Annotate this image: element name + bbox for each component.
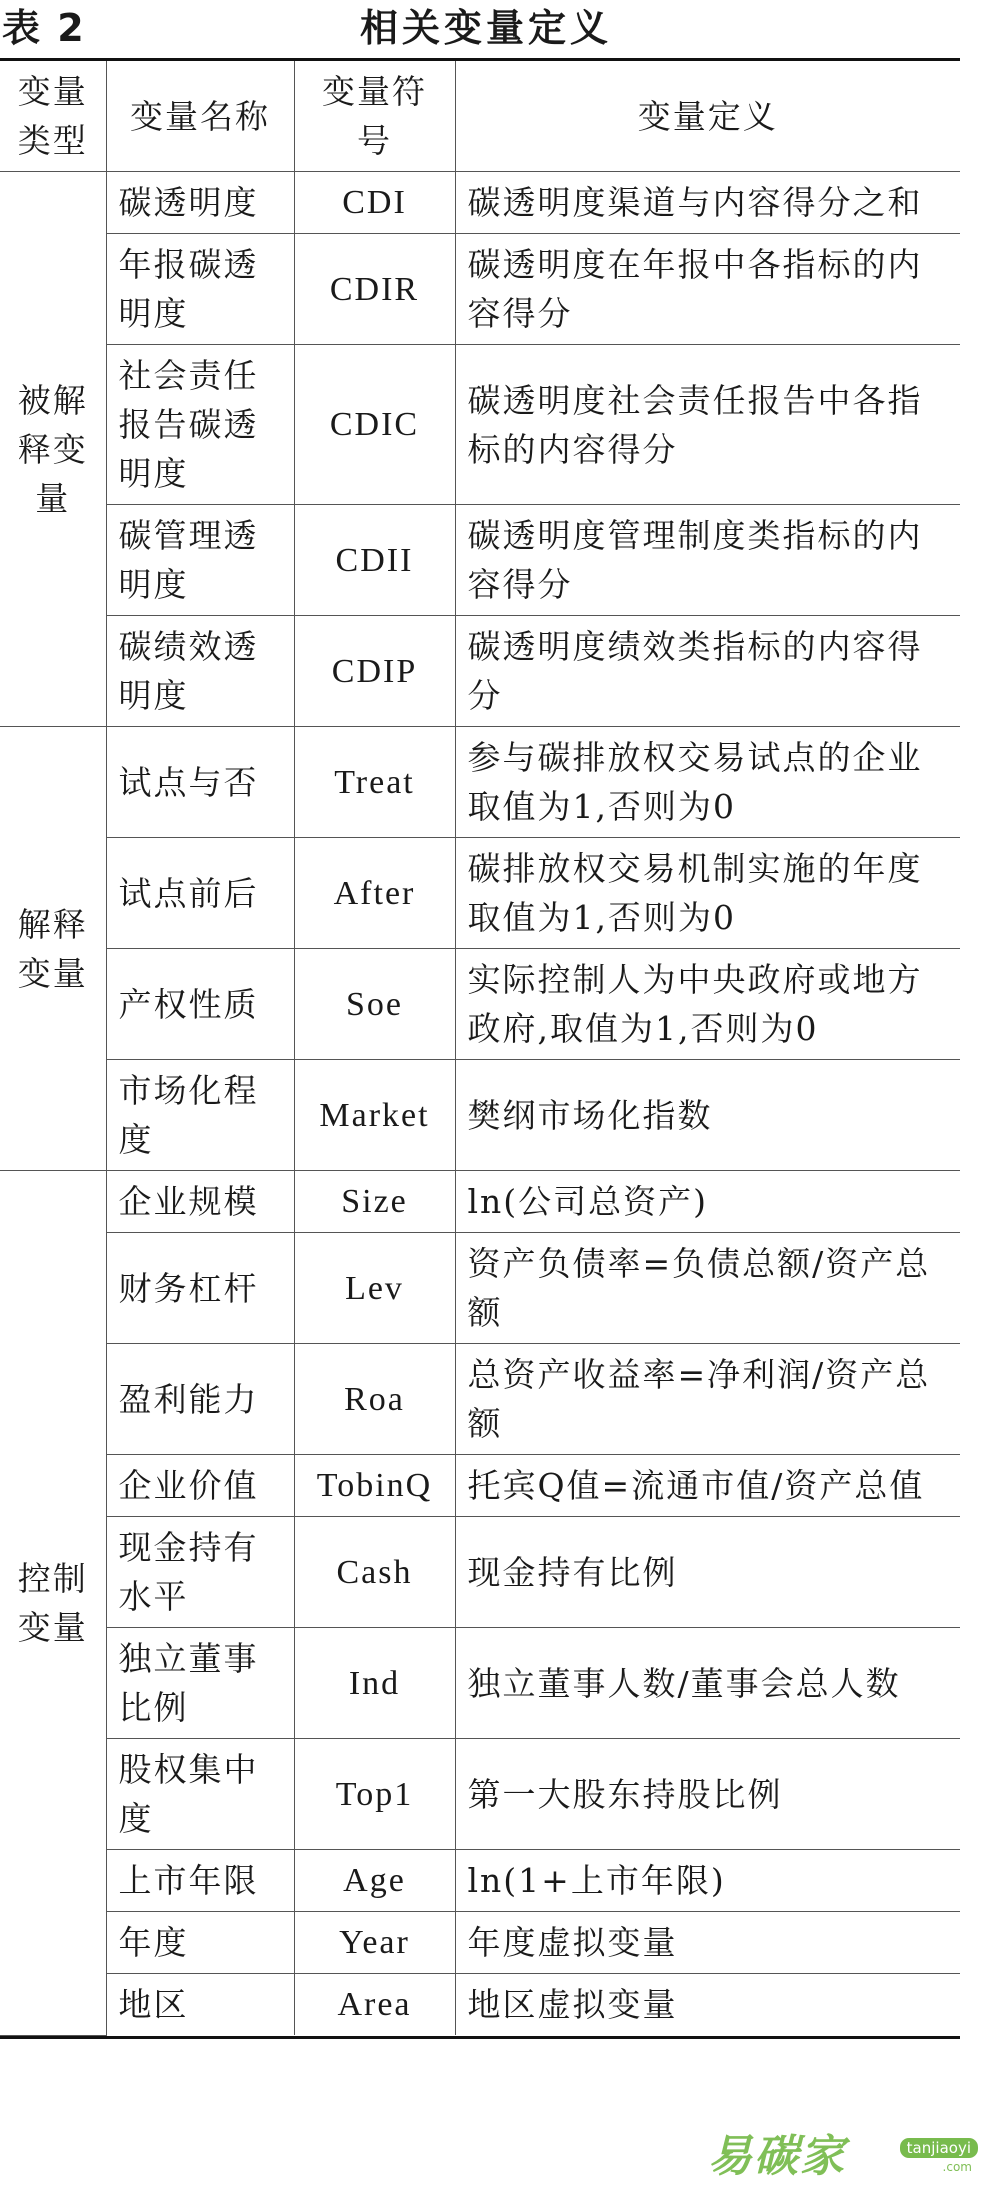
variable-symbol-cell: Lev <box>294 1233 455 1344</box>
table-row <box>0 1517 960 1628</box>
variable-name-cell: 盈利能力 <box>106 1344 294 1455</box>
watermark-domain: tanjiaoyi <box>900 2138 978 2158</box>
table-row <box>0 949 960 1060</box>
variable-definition-cell: 樊纲市场化指数 <box>455 1060 960 1171</box>
variable-definition-cell: ln(公司总资产) <box>455 1171 960 1233</box>
table-row <box>0 1739 960 1850</box>
variable-definition-cell: 碳透明度绩效类指标的内容得分 <box>455 616 960 727</box>
variable-name-cell: 碳透明度 <box>106 172 294 234</box>
variable-name-cell: 市场化程度 <box>106 1060 294 1171</box>
variable-symbol-cell: CDIR <box>294 234 455 345</box>
header-variable-symbol: 变量符号 <box>294 61 455 172</box>
variable-definition-cell: 资产负债率=负债总额/资产总额 <box>455 1233 960 1344</box>
variable-type-cell: 解释变量 <box>0 727 106 1171</box>
table-row <box>0 234 960 345</box>
variable-symbol-cell: Cash <box>294 1517 455 1628</box>
variable-definition-cell: 碳透明度渠道与内容得分之和 <box>455 172 960 234</box>
site-watermark-logo <box>708 2130 978 2184</box>
variable-name-cell: 地区 <box>106 1974 294 2036</box>
variable-definition-cell: 参与碳排放权交易试点的企业取值为1,否则为0 <box>455 727 960 838</box>
variable-name-cell: 试点与否 <box>106 727 294 838</box>
table-row <box>0 838 960 949</box>
table-row <box>0 172 960 234</box>
variable-name-cell: 现金持有水平 <box>106 1517 294 1628</box>
table-row <box>0 1912 960 1974</box>
variable-symbol-cell: Roa <box>294 1344 455 1455</box>
variable-type-cell: 被解释变量 <box>0 172 106 727</box>
variable-name-cell: 上市年限 <box>106 1850 294 1912</box>
variable-definition-cell: 碳排放权交易机制实施的年度取值为1,否则为0 <box>455 838 960 949</box>
variable-definition-cell: 碳透明度管理制度类指标的内容得分 <box>455 505 960 616</box>
variable-symbol-cell: TobinQ <box>294 1455 455 1517</box>
variable-symbol-cell: Top1 <box>294 1739 455 1850</box>
variable-symbol-cell: CDIP <box>294 616 455 727</box>
variable-definition-cell: 托宾Q值=流通市值/资产总值 <box>455 1455 960 1517</box>
variable-definition-cell: 碳透明度社会责任报告中各指标的内容得分 <box>455 345 960 505</box>
variable-name-cell: 财务杠杆 <box>106 1233 294 1344</box>
variable-name-cell: 独立董事比例 <box>106 1628 294 1739</box>
variable-symbol-cell: Age <box>294 1850 455 1912</box>
table-row <box>0 1455 960 1517</box>
table-row <box>0 1233 960 1344</box>
table-caption <box>0 0 960 58</box>
variable-symbol-cell: Area <box>294 1974 455 2036</box>
variable-name-cell: 年报碳透明度 <box>106 234 294 345</box>
variable-name-cell: 产权性质 <box>106 949 294 1060</box>
variable-symbol-cell: Size <box>294 1171 455 1233</box>
table-row <box>0 1974 960 2036</box>
table-title: 相关变量定义 <box>360 6 613 50</box>
variable-symbol-cell: CDIC <box>294 345 455 505</box>
variable-definition-cell: 年度虚拟变量 <box>455 1912 960 1974</box>
header-variable-definition: 变量定义 <box>455 61 960 172</box>
table-row <box>0 1060 960 1171</box>
variable-symbol-cell: Treat <box>294 727 455 838</box>
table-header-row <box>0 61 960 172</box>
variable-name-cell: 企业价值 <box>106 1455 294 1517</box>
variable-symbol-cell: Ind <box>294 1628 455 1739</box>
variable-symbol-cell: CDII <box>294 505 455 616</box>
table-row <box>0 616 960 727</box>
variable-definition-cell: ln(1+上市年限) <box>455 1850 960 1912</box>
variable-name-cell: 股权集中度 <box>106 1739 294 1850</box>
table-row <box>0 1344 960 1455</box>
variable-definition-table <box>0 61 960 2036</box>
variable-type-cell: 控制变量 <box>0 1171 106 2036</box>
variable-symbol-cell: Year <box>294 1912 455 1974</box>
variable-name-cell: 年度 <box>106 1912 294 1974</box>
variable-name-cell: 社会责任报告碳透明度 <box>106 345 294 505</box>
header-variable-name: 变量名称 <box>106 61 294 172</box>
variable-symbol-cell: Market <box>294 1060 455 1171</box>
variable-name-cell: 碳绩效透明度 <box>106 616 294 727</box>
table-row <box>0 505 960 616</box>
variable-name-cell: 企业规模 <box>106 1171 294 1233</box>
variable-symbol-cell: Soe <box>294 949 455 1060</box>
watermark-suffix: .com <box>942 2160 972 2174</box>
variable-name-cell: 试点前后 <box>106 838 294 949</box>
table-row <box>0 1628 960 1739</box>
variable-symbol-cell: After <box>294 838 455 949</box>
variable-definition-cell: 第一大股东持股比例 <box>455 1739 960 1850</box>
variable-symbol-cell: CDI <box>294 172 455 234</box>
table-body <box>0 172 960 2036</box>
bottom-rule <box>0 2036 960 2039</box>
header-variable-type: 变量类型 <box>0 61 106 172</box>
table-row <box>0 1171 960 1233</box>
variable-definition-cell: 独立董事人数/董事会总人数 <box>455 1628 960 1739</box>
variable-definition-cell: 碳透明度在年报中各指标的内容得分 <box>455 234 960 345</box>
table-row <box>0 727 960 838</box>
table-row <box>0 345 960 505</box>
table-row <box>0 1850 960 1912</box>
variable-definition-cell: 现金持有比例 <box>455 1517 960 1628</box>
table-number: 表 2 <box>2 6 86 50</box>
watermark-brand: 易碳家 <box>708 2131 846 2182</box>
variable-definition-cell: 实际控制人为中央政府或地方政府,取值为1,否则为0 <box>455 949 960 1060</box>
variable-definition-cell: 总资产收益率=净利润/资产总额 <box>455 1344 960 1455</box>
variable-name-cell: 碳管理透明度 <box>106 505 294 616</box>
variable-definition-cell: 地区虚拟变量 <box>455 1974 960 2036</box>
